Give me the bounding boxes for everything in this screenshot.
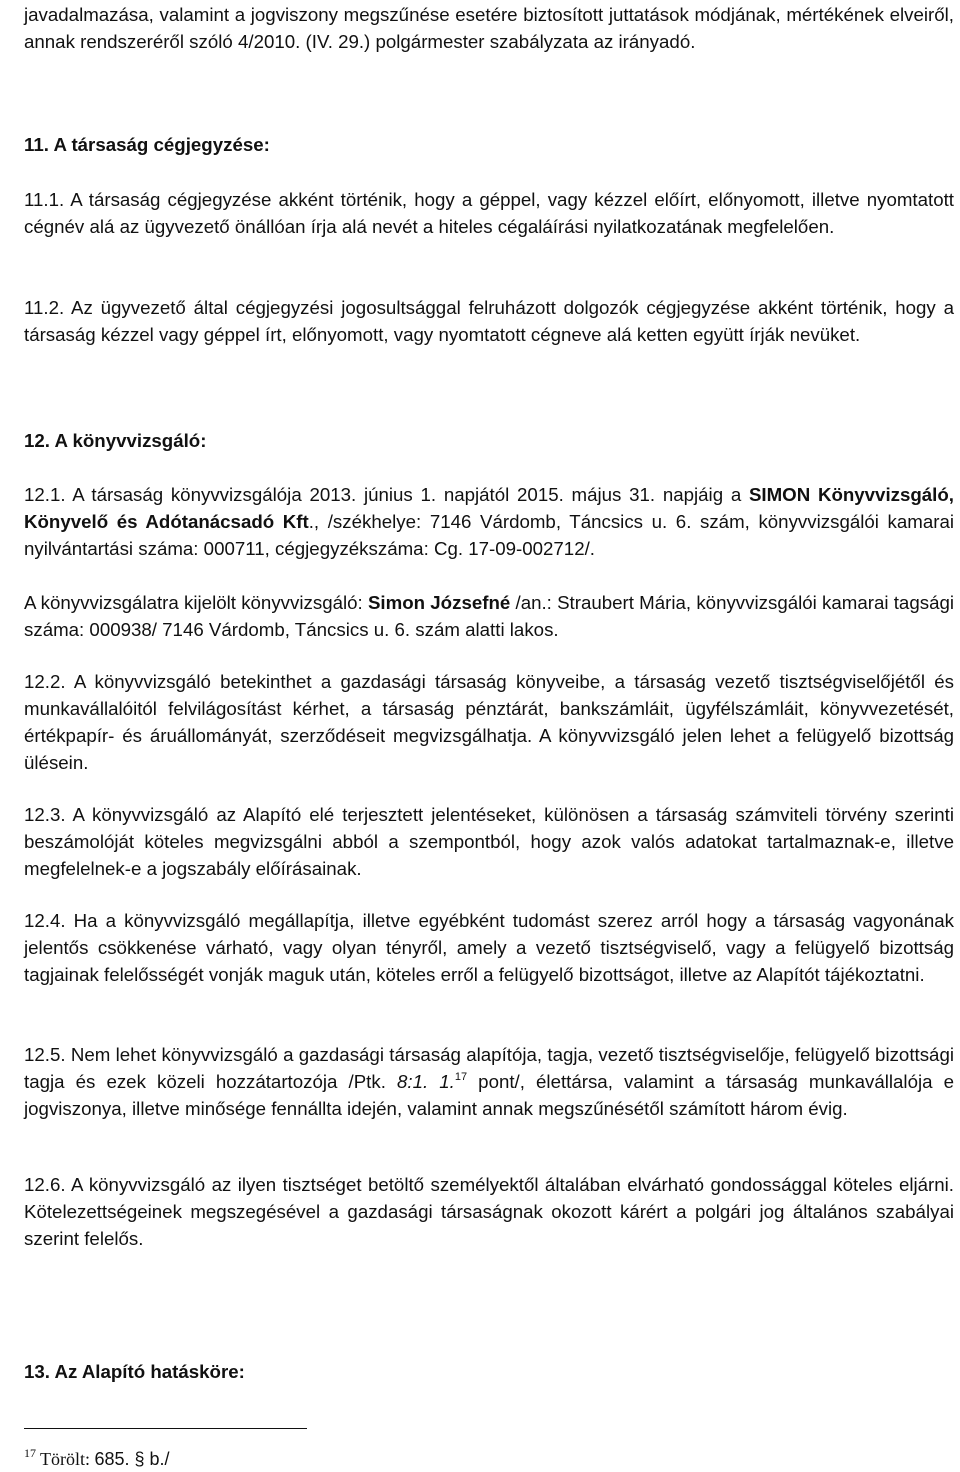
- footnote-marker[interactable]: 17: [454, 1070, 468, 1083]
- p12-5-text-b: pont/, élettársa, valamint a társaság munkavállalója e jogviszonya, illetve minősége fennállta idején, valamint annak megszűnésétől számított három évig.: [24, 1071, 955, 1119]
- footnote: [24, 1441, 170, 1471]
- footnote-reference: 685. § b./: [94, 1449, 170, 1469]
- paragraph-12-1-auditor: [24, 589, 954, 643]
- section-11-heading: 11. A társaság cégjegyzése:: [24, 134, 270, 155]
- auditor-person-name: Simon Józsefné: [367, 592, 511, 613]
- p12-1-text-b: ., /székhelye: 7146 Várdomb, Táncsics u. 6. szám, könyvvizsgálói kamarai nyilvántartási száma: 000711, cégjegyzékszáma: Cg. 17-09-002712/.: [24, 511, 954, 559]
- paragraph-12-4: 12.4. Ha a könyvvizsgáló megállapítja, illetve egyébként tudomást szerez arról hogy a társaság vagyonának jelentős csökkenése várható, vagy olyan tényről, amely a vezető tisztségviselő, vagy a felügyelő bizottság tagjainak felelősségét vonják maguk után, köteles erről a felügyelő bizottságot, illetve az Alapítót tájékoztatni.: [24, 910, 954, 985]
- paragraph-11-1: 11.1. A társaság cégjegyzése akként történik, hogy a géppel, vagy kézzel előírt, előnyomott, illetve nyomtatott cégnév alá az ügyvezető önállóan írja alá nevét a hiteles cégaláírási nyilatkozatának megfelelően.: [24, 189, 954, 237]
- paragraph-12-3: 12.3. A könyvvizsgáló az Alapító elé terjesztett jelentéseket, különösen a társaság számviteli törvény szerinti beszámolóját köteles megvizsgálni abból a szempontból, hogy azok valós adatokat tartalmaznak-e, illetve megfelelnek-e a jogszabály előírásainak.: [24, 804, 954, 879]
- section-13-heading: 13. Az Alapító hatásköre:: [24, 1361, 245, 1382]
- p12-1b-text-b: /an.: Straubert Mária, könyvvizsgálói kamarai tagsági száma: 000938/ 7146 Várdomb, Táncsics u. 6. szám alatti lakos.: [24, 592, 955, 640]
- section-12-heading: 12. A könyvvizsgáló:: [24, 430, 207, 451]
- footnote-text: Törölt:: [40, 1449, 95, 1469]
- p12-5-text-a: 12.5. Nem lehet könyvvizsgáló a gazdasági társaság alapítója, tagja, vezető tisztségviselője, felügyelő bizottsági tagja és ezek közeli hozzátartozója /Ptk.: [24, 1044, 954, 1092]
- paragraph-12-5: [24, 1041, 954, 1122]
- footnote-number: 17: [24, 1446, 36, 1460]
- footnote-divider: [24, 1428, 307, 1429]
- paragraph-12-1: [24, 481, 954, 562]
- p12-1b-text-a: A könyvvizsgálatra kijelölt könyvvizsgáló:: [24, 592, 368, 613]
- paragraph-12-6: 12.6. A könyvvizsgáló az ilyen tisztséget betöltő személyektől általában elvárható gondossággal köteles eljárni. Kötelezettségeinek megszegésével a gazdasági társaságnak okozott kárért a polgári jog általános szabályai szerint felelős.: [24, 1174, 954, 1249]
- auditor-company-name: SIMON Könyvvizsgáló, Könyvelő és Adótanácsadó Kft: [24, 484, 954, 532]
- intro-paragraph: javadalmazása, valamint a jogviszony megszűnése esetére biztosított juttatások módjának, mértékének elveiről, annak rendszeréről szóló 4/2010. (IV. 29.) polgármester szabályzata az irányadó.: [24, 4, 954, 52]
- p12-1-text-a: 12.1. A társaság könyvvizsgálója 2013. június 1. napjától 2015. május 31. napjáig a: [24, 484, 749, 505]
- paragraph-11-2: 11.2. Az ügyvezető által cégjegyzési jogosultsággal felruházott dolgozók cégjegyzése akként történik, hogy a társaság kézzel vagy géppel írt, előnyomott, vagy nyomtatott cégneve alá ketten együtt írják nevüket.: [24, 297, 954, 345]
- ptk-reference: 8:1. 1.: [396, 1071, 455, 1092]
- paragraph-12-2: 12.2. A könyvvizsgáló betekinthet a gazdasági társaság könyveibe, a társaság vezető tisztségviselőjétől és munkavállalóitól felvilágosítást kérhet, a társaság pénztárát, bankszámláit, ügyfélszámláit, könyvvezetését, értékpapír- és áruállományát, szerződéseit megvizsgálhatja. A könyvvizsgáló jelen lehet a felügyelő bizottság ülésein.: [24, 671, 954, 773]
